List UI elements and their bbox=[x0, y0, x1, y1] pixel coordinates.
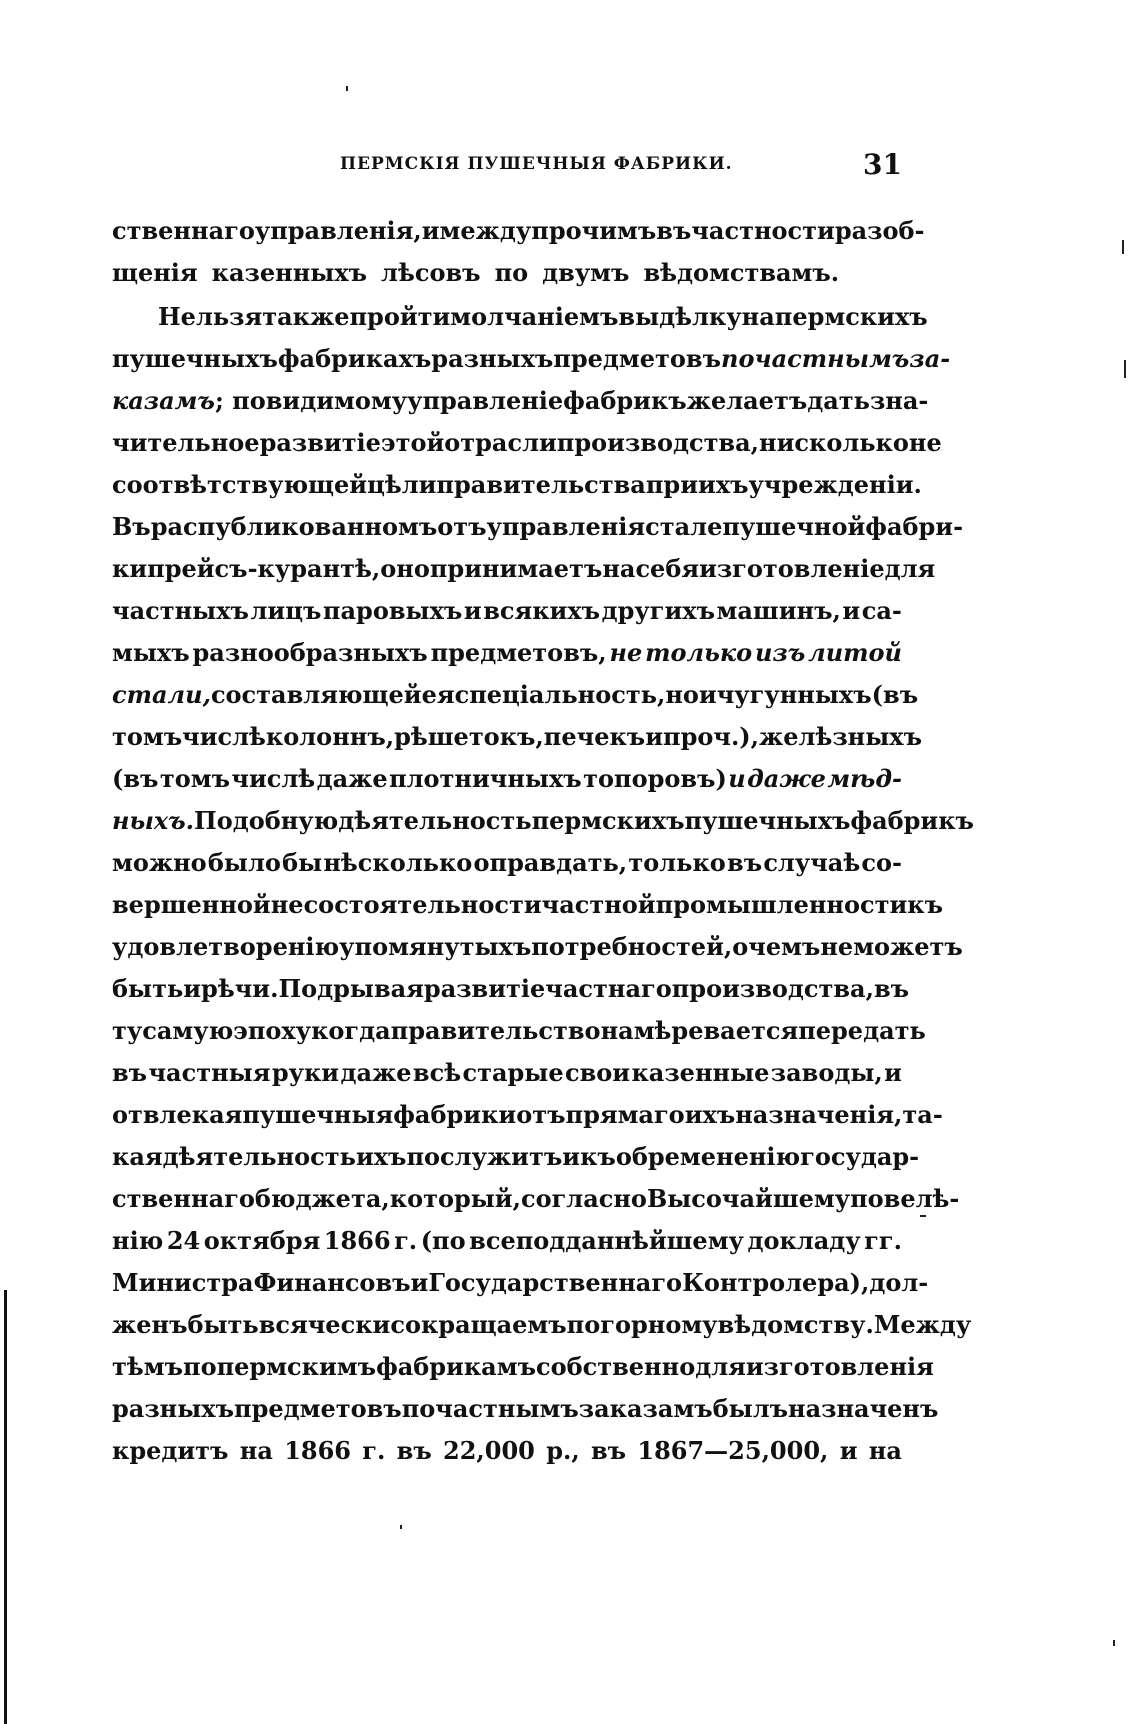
word: также bbox=[262, 302, 350, 331]
word: рѣчи. bbox=[201, 974, 279, 1003]
word: 1866 bbox=[284, 1436, 351, 1465]
word: (по bbox=[420, 1226, 466, 1255]
word: чемъ bbox=[748, 932, 821, 961]
word: соотвѣтствующей bbox=[112, 470, 368, 499]
word: чительное bbox=[112, 428, 260, 457]
italic-word: стали, bbox=[112, 680, 211, 709]
word: фабрикъ bbox=[563, 386, 687, 415]
word: даже bbox=[316, 764, 388, 793]
italic-word: не bbox=[609, 638, 643, 667]
word: ственнаго bbox=[112, 216, 255, 245]
word: пушечныхъ bbox=[684, 806, 851, 835]
word: печекъ bbox=[543, 722, 646, 751]
word: къ bbox=[907, 890, 944, 919]
text-line bbox=[112, 252, 902, 294]
word: ки bbox=[112, 554, 148, 583]
italic-word: и bbox=[728, 764, 746, 793]
word: Подрывая bbox=[278, 974, 424, 1003]
word: паровыхъ bbox=[322, 596, 463, 625]
word: даже bbox=[340, 1058, 412, 1087]
word: г. bbox=[362, 1436, 386, 1465]
word: нѣсколько bbox=[323, 848, 473, 877]
word: ; повидимому bbox=[214, 386, 408, 415]
text-line bbox=[112, 1136, 920, 1178]
text-line bbox=[112, 296, 928, 338]
word: кая bbox=[112, 1142, 163, 1171]
word: кредитъ bbox=[112, 1436, 229, 1465]
word: цѣли bbox=[367, 470, 437, 499]
word: проч.), bbox=[663, 722, 760, 751]
word: пушечныхъ bbox=[112, 344, 278, 373]
word: намѣревается bbox=[600, 1016, 799, 1045]
word: томъ bbox=[112, 722, 183, 751]
text-line bbox=[112, 422, 942, 464]
word: изготовленія bbox=[745, 1352, 934, 1381]
text-line bbox=[112, 758, 902, 800]
word: 24 bbox=[166, 1226, 201, 1255]
scan-speck bbox=[1113, 1640, 1115, 1646]
word: сокращаемъ bbox=[390, 1310, 567, 1339]
word: себя bbox=[635, 554, 700, 583]
word: не bbox=[820, 932, 854, 961]
word: производства, bbox=[556, 428, 760, 457]
word: бы bbox=[282, 848, 323, 877]
word: руки bbox=[271, 1058, 340, 1087]
text-line bbox=[112, 210, 925, 252]
word: фабри- bbox=[865, 512, 964, 541]
word: пермскихъ bbox=[531, 806, 685, 835]
word: молчаніемъ bbox=[450, 302, 619, 331]
word: и bbox=[421, 216, 440, 245]
word: Нельзя bbox=[158, 302, 263, 331]
word: о bbox=[732, 932, 749, 961]
word: частнымъ bbox=[435, 1394, 579, 1423]
word: производства, bbox=[671, 974, 874, 1003]
word: пушечныя bbox=[242, 1100, 394, 1129]
word: собственно bbox=[536, 1352, 696, 1381]
word: всеподданнѣйшему bbox=[469, 1226, 744, 1255]
word: казенные bbox=[631, 1058, 770, 1087]
word: казенныхъ bbox=[211, 258, 368, 287]
word: машинъ, bbox=[716, 596, 841, 625]
word: спеціальность, bbox=[454, 680, 666, 709]
word: лицъ bbox=[250, 596, 322, 625]
word: можетъ bbox=[853, 932, 963, 961]
text-line bbox=[112, 842, 902, 884]
text-line bbox=[112, 884, 944, 926]
word: гг. bbox=[864, 1226, 902, 1255]
word: другихъ bbox=[601, 596, 715, 625]
word: когда bbox=[311, 1016, 391, 1045]
italic-word: даже bbox=[747, 764, 826, 793]
scan-speck bbox=[1122, 240, 1124, 254]
word: оправдать, bbox=[473, 848, 628, 877]
word: заказамъ bbox=[578, 1394, 713, 1423]
word: правительство bbox=[390, 1016, 601, 1045]
word: колоннъ, bbox=[265, 722, 395, 751]
word: Высочайшему bbox=[646, 1184, 851, 1213]
word: оно bbox=[380, 554, 430, 583]
word: между bbox=[439, 216, 532, 245]
word: фабрики bbox=[393, 1100, 517, 1129]
italic-word: только bbox=[645, 638, 753, 667]
word: заводы, bbox=[770, 1058, 883, 1087]
word: дѣятельность bbox=[162, 1142, 356, 1171]
word: удовлетворенію bbox=[112, 932, 340, 961]
word: въ bbox=[727, 848, 763, 877]
word: несостоятельности bbox=[270, 890, 542, 919]
word: быть bbox=[187, 1310, 259, 1339]
word: 1866 bbox=[323, 1226, 391, 1255]
text-line bbox=[112, 1262, 929, 1304]
body-text bbox=[112, 210, 974, 1472]
word: Контролера), bbox=[682, 1268, 870, 1297]
word: но bbox=[665, 680, 699, 709]
word: къ bbox=[580, 1142, 616, 1171]
word: разныхъ bbox=[112, 1394, 234, 1423]
text-line bbox=[112, 1430, 902, 1472]
word: государ- bbox=[800, 1142, 920, 1171]
word: изготовленіе bbox=[699, 554, 885, 583]
word: р., bbox=[546, 1436, 580, 1465]
word: и bbox=[183, 974, 202, 1003]
word: при bbox=[645, 470, 699, 499]
word: самую bbox=[142, 1016, 234, 1045]
word: на bbox=[868, 1436, 902, 1465]
word: разныхъ bbox=[431, 344, 554, 373]
word: и bbox=[698, 680, 717, 709]
word: въ bbox=[112, 1058, 148, 1087]
word: плотничныхъ bbox=[389, 764, 582, 793]
word: который, bbox=[389, 1184, 521, 1213]
word: было bbox=[207, 848, 281, 877]
word: учрежденіи. bbox=[748, 470, 922, 499]
text-line bbox=[112, 338, 951, 380]
word: октября bbox=[203, 1226, 321, 1255]
word: частнаго bbox=[545, 974, 672, 1003]
text-line bbox=[112, 1094, 943, 1136]
text-line bbox=[112, 800, 974, 842]
word: предметовъ, bbox=[430, 638, 607, 667]
word: упомянутыхъ bbox=[339, 932, 532, 961]
word: 1867—25,000, bbox=[637, 1436, 829, 1465]
word: Подобную bbox=[194, 806, 339, 835]
word: бюджета, bbox=[254, 1184, 390, 1213]
word: Министра bbox=[112, 1268, 254, 1297]
word: всѣ bbox=[412, 1058, 462, 1087]
text-line bbox=[112, 590, 902, 632]
word: и bbox=[562, 1142, 581, 1171]
word: ихъ bbox=[684, 1100, 736, 1129]
word: зна- bbox=[869, 386, 929, 415]
word: предметовъ bbox=[553, 344, 721, 373]
word: развитіе bbox=[259, 428, 381, 457]
text-line bbox=[112, 716, 922, 758]
word: горному bbox=[600, 1310, 718, 1339]
italic-word: казамъ bbox=[112, 386, 215, 415]
word: по bbox=[401, 1394, 436, 1423]
word: дать bbox=[807, 386, 870, 415]
word: Между bbox=[873, 1310, 972, 1339]
word: потребностей, bbox=[531, 932, 733, 961]
word: фабрикамъ bbox=[376, 1352, 536, 1381]
word: не bbox=[908, 428, 942, 457]
text-line bbox=[112, 548, 936, 590]
word: дол- bbox=[869, 1268, 929, 1297]
word: та- bbox=[902, 1100, 943, 1129]
word: по bbox=[566, 1310, 601, 1339]
scan-edge-shadow bbox=[4, 1290, 7, 1724]
text-line bbox=[112, 1304, 972, 1346]
word: на bbox=[239, 1436, 273, 1465]
word: и bbox=[410, 1268, 429, 1297]
word: 22,000 bbox=[443, 1436, 535, 1465]
word: прейсъ-курантѣ, bbox=[147, 554, 381, 583]
word: прочимъ bbox=[531, 216, 657, 245]
italic-word: литой bbox=[808, 638, 902, 667]
word: случаѣ bbox=[763, 848, 861, 877]
word: двумъ bbox=[542, 258, 630, 287]
text-line bbox=[112, 1388, 939, 1430]
word: женъ bbox=[112, 1310, 188, 1339]
word: ихъ bbox=[355, 1142, 407, 1171]
word: старые bbox=[462, 1058, 564, 1087]
word: правительства bbox=[436, 470, 646, 499]
scan-speck bbox=[346, 86, 348, 91]
word: развитіе bbox=[423, 974, 546, 1003]
text-line bbox=[112, 1010, 926, 1052]
word: и bbox=[884, 1058, 902, 1087]
word: чугунныхъ bbox=[716, 680, 872, 709]
word: вѣдомству. bbox=[717, 1310, 874, 1339]
word: частной bbox=[541, 890, 656, 919]
scan-speck bbox=[400, 1525, 402, 1529]
text-line bbox=[112, 1178, 960, 1220]
text-line bbox=[112, 1052, 902, 1094]
word: и bbox=[645, 722, 664, 751]
word: на bbox=[741, 302, 775, 331]
text-line bbox=[112, 506, 964, 548]
word: нію bbox=[112, 1226, 164, 1255]
word: Государственнаго bbox=[428, 1268, 683, 1297]
word: принимаетъ bbox=[429, 554, 603, 583]
italic-word: частнымъ bbox=[754, 344, 910, 373]
scan-speck bbox=[1124, 360, 1126, 378]
word: (въ bbox=[871, 680, 919, 709]
word: быть bbox=[112, 974, 184, 1003]
text-line bbox=[112, 926, 963, 968]
italic-word: ныхъ. bbox=[112, 806, 195, 835]
text-line bbox=[112, 968, 910, 1010]
text-line bbox=[112, 674, 919, 716]
word: по bbox=[183, 1352, 217, 1381]
word: частности bbox=[691, 216, 835, 245]
word: топоровъ) bbox=[583, 764, 727, 793]
italic-word: за- bbox=[909, 344, 951, 373]
word: этой bbox=[380, 428, 445, 457]
word: пройти bbox=[349, 302, 451, 331]
word: со- bbox=[861, 848, 902, 877]
word: въ bbox=[590, 1436, 627, 1465]
word: въ bbox=[656, 216, 692, 245]
text-line bbox=[112, 1220, 902, 1262]
word: назначенія, bbox=[735, 1100, 903, 1129]
word: частныя bbox=[148, 1058, 271, 1087]
word: управленія, bbox=[254, 216, 422, 245]
word: дѣятельность bbox=[338, 806, 532, 835]
word: по bbox=[494, 258, 529, 287]
word: докладу bbox=[747, 1226, 861, 1255]
word: тѣмъ bbox=[112, 1352, 184, 1381]
word: былъ bbox=[712, 1394, 789, 1423]
word: составляющей bbox=[210, 680, 422, 709]
word: ту bbox=[112, 1016, 143, 1045]
word: частныхъ bbox=[112, 596, 249, 625]
word: вершенной bbox=[112, 890, 271, 919]
word: томъ bbox=[159, 764, 230, 793]
word: въ bbox=[396, 1436, 432, 1465]
word: и bbox=[842, 596, 861, 625]
word: фабрикахъ bbox=[277, 344, 432, 373]
word: Финансовъ bbox=[253, 1268, 411, 1297]
word: ственнаго bbox=[112, 1184, 255, 1213]
word: всякихъ bbox=[483, 596, 601, 625]
word: щенія bbox=[112, 258, 198, 287]
word: сталепушечной bbox=[645, 512, 866, 541]
word: повелѣ- bbox=[850, 1184, 960, 1213]
word: мыхъ bbox=[112, 638, 190, 667]
word: назначенъ bbox=[788, 1394, 939, 1423]
word: всячески bbox=[258, 1310, 391, 1339]
word: разоб- bbox=[834, 216, 925, 245]
word: и bbox=[463, 596, 482, 625]
word: передать bbox=[798, 1016, 926, 1045]
word: лѣсовъ bbox=[381, 258, 481, 287]
word: и bbox=[839, 1436, 858, 1465]
word: отрасли bbox=[444, 428, 557, 457]
text-line bbox=[112, 632, 902, 674]
word: послужитъ bbox=[406, 1142, 563, 1171]
word: управленія bbox=[486, 512, 646, 541]
word: г. bbox=[394, 1226, 418, 1255]
word: предметовъ bbox=[234, 1394, 402, 1423]
page-header bbox=[110, 148, 910, 188]
word: вѣдомствамъ. bbox=[643, 258, 840, 287]
word: фабрикъ bbox=[850, 806, 974, 835]
word: распубликованномъ bbox=[150, 512, 438, 541]
word: са- bbox=[861, 596, 902, 625]
italic-word: по bbox=[721, 344, 755, 373]
word: для bbox=[884, 554, 936, 583]
text-line bbox=[112, 464, 922, 506]
word: нисколько bbox=[759, 428, 909, 457]
word: отъ bbox=[516, 1100, 566, 1129]
word: ихъ bbox=[698, 470, 749, 499]
word: желѣзныхъ bbox=[759, 722, 922, 751]
word: числѣ bbox=[182, 722, 266, 751]
word: рѣшетокъ, bbox=[394, 722, 544, 751]
word: на bbox=[602, 554, 636, 583]
word: отъ bbox=[437, 512, 487, 541]
text-line bbox=[112, 380, 929, 422]
word: числѣ bbox=[231, 764, 316, 793]
text-line bbox=[112, 1346, 934, 1388]
italic-word: изъ bbox=[755, 638, 806, 667]
page-number: 31 bbox=[863, 148, 902, 181]
word: обремененію bbox=[615, 1142, 801, 1171]
word: можно bbox=[112, 848, 207, 877]
word: ея bbox=[421, 680, 455, 709]
word: управленіе bbox=[407, 386, 564, 415]
word: Въ bbox=[112, 512, 151, 541]
word: пермскихъ bbox=[774, 302, 928, 331]
word: эпоху bbox=[233, 1016, 312, 1045]
word: пермскимъ bbox=[216, 1352, 377, 1381]
italic-word: мѣд- bbox=[827, 764, 902, 793]
word: отвлекая bbox=[112, 1100, 243, 1129]
word: только bbox=[628, 848, 726, 877]
word: въ bbox=[873, 974, 910, 1003]
word: выдѣлку bbox=[618, 302, 742, 331]
word: (въ bbox=[112, 764, 159, 793]
word: для bbox=[695, 1352, 746, 1381]
running-head: ПЕРМСКІЯ ПУШЕЧНЫЯ ФАБРИКИ. bbox=[340, 154, 733, 174]
word: промышленности bbox=[655, 890, 908, 919]
word: согласно bbox=[520, 1184, 647, 1213]
word: разнообразныхъ bbox=[192, 638, 428, 667]
word: желаетъ bbox=[686, 386, 808, 415]
word: свои bbox=[564, 1058, 631, 1087]
word: прямаго bbox=[565, 1100, 685, 1129]
